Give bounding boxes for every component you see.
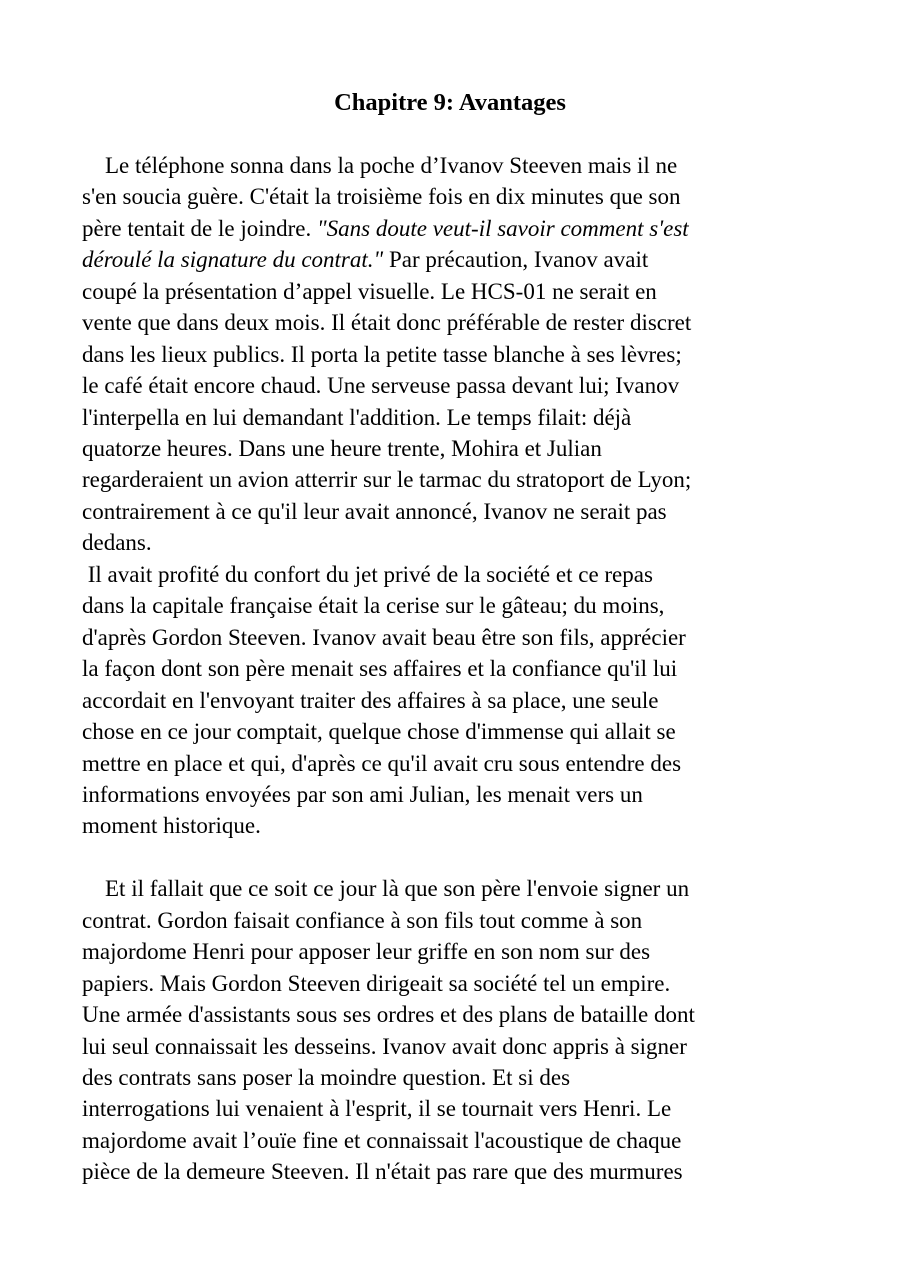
text-line [82, 1093, 818, 1124]
text-line [82, 748, 818, 779]
text-segment: papiers. Mais Gordon Steeven dirigeait sa société tel un empire. [82, 970, 671, 996]
text-segment: majordome Henri pour apposer leur griffe en son nom sur des [82, 939, 651, 965]
text-line [82, 370, 818, 401]
text-line [82, 527, 818, 558]
text-segment: père tentait de le joindre. [82, 215, 318, 241]
text-segment: contrat. Gordon faisait confiance à son fils tout comme à son [82, 907, 643, 933]
text-segment: contrairement à ce qu'il leur avait annoncé, Ivanov ne serait pas [82, 498, 667, 524]
text-segment: informations envoyées par son ami Julian, les menait vers un [82, 781, 643, 807]
text-line [82, 999, 818, 1030]
text-line [82, 1156, 818, 1187]
text-segment: vente que dans deux mois. Il était donc préférable de rester discret [82, 310, 692, 336]
text-segment: la façon dont son père menait ses affaires et la confiance qu'il lui [82, 656, 678, 682]
text-segment: Et il fallait que ce soit ce jour là que son père l'envoie signer un [82, 876, 690, 902]
text-segment: des contrats sans poser la moindre question. Et si des [82, 1065, 571, 1091]
text-line [82, 590, 818, 621]
text-line [82, 339, 818, 370]
text-segment: Le téléphone sonna dans la poche d’Ivanov Steeven mais il ne [82, 152, 678, 178]
paragraph [82, 150, 818, 559]
text-line [82, 433, 818, 464]
paragraph [82, 559, 818, 842]
text-line [82, 307, 818, 338]
text-segment: accordait en l'envoyant traiter des affaires à sa place, une seule [82, 687, 659, 713]
text-line [82, 276, 818, 307]
text-line [82, 653, 818, 684]
text-line [82, 622, 818, 653]
text-segment: dans les lieux publics. Il porta la petite tasse blanche à ses lèvres; [82, 341, 682, 367]
text-line [82, 685, 818, 716]
text-segment: l'interpella en lui demandant l'addition. Le temps filait: déjà [82, 404, 632, 430]
text-segment: Il avait profité du confort du jet privé de la société et ce repas [82, 561, 653, 587]
text-line [82, 150, 818, 181]
text-segment: pièce de la demeure Steeven. Il n'était pas rare que des murmures [82, 1159, 683, 1185]
text-line [82, 464, 818, 495]
document-body [82, 150, 818, 1188]
text-segment: coupé la présentation d’appel visuelle. Le HCS-01 ne serait en [82, 278, 657, 304]
text-segment: chose en ce jour comptait, quelque chose d'immense qui allait se [82, 719, 676, 745]
text-line [82, 1125, 818, 1156]
text-line [82, 402, 818, 433]
text-line [82, 1062, 818, 1093]
text-segment: moment historique. [82, 813, 261, 839]
text-line [82, 936, 818, 967]
text-segment: s'en soucia guère. C'était la troisième fois en dix minutes que son [82, 184, 681, 210]
text-line [82, 244, 818, 275]
text-line [82, 213, 818, 244]
text-segment: le café était encore chaud. Une serveuse passa devant lui; Ivanov [82, 373, 680, 399]
text-segment: Par précaution, Ivanov avait [388, 247, 649, 273]
text-line [82, 181, 818, 212]
paragraph [82, 873, 818, 1188]
text-line [82, 873, 818, 904]
text-segment: interrogations lui venaient à l'esprit, il se tournait vers Henri. Le [82, 1096, 672, 1122]
text-segment: Une armée d'assistants sous ses ordres et des plans de bataille dont [82, 1002, 695, 1028]
text-segment: dedans. [82, 530, 152, 556]
italic-text-segment: déroulé la signature du contrat." [82, 247, 389, 273]
text-segment: mettre en place et qui, d'après ce qu'il avait cru sous entendre des [82, 750, 682, 776]
text-segment: quatorze heures. Dans une heure trente, Mohira et Julian [82, 435, 602, 461]
text-line [82, 968, 818, 999]
text-line [82, 559, 818, 590]
text-segment: dans la capitale française était la cerise sur le gâteau; du moins, [82, 593, 665, 619]
text-segment: regarderaient un avion atterrir sur le tarmac du stratoport de Lyon; [82, 467, 692, 493]
text-line [82, 1031, 818, 1062]
text-segment: lui seul connaissait les desseins. Ivanov avait donc appris à signer [82, 1033, 687, 1059]
text-line [82, 810, 818, 841]
text-line [82, 905, 818, 936]
chapter-title: Chapitre 9: Avantages [334, 89, 566, 116]
text-line [82, 496, 818, 527]
italic-text-segment: "Sans doute veut-il savoir comment s'est [317, 215, 689, 241]
text-segment: majordome avait l’ouïe fine et connaissait l'acoustique de chaque [82, 1127, 682, 1153]
text-segment: d'après Gordon Steeven. Ivanov avait beau être son fils, apprécier [82, 624, 686, 650]
text-line [82, 716, 818, 747]
text-line [82, 779, 818, 810]
